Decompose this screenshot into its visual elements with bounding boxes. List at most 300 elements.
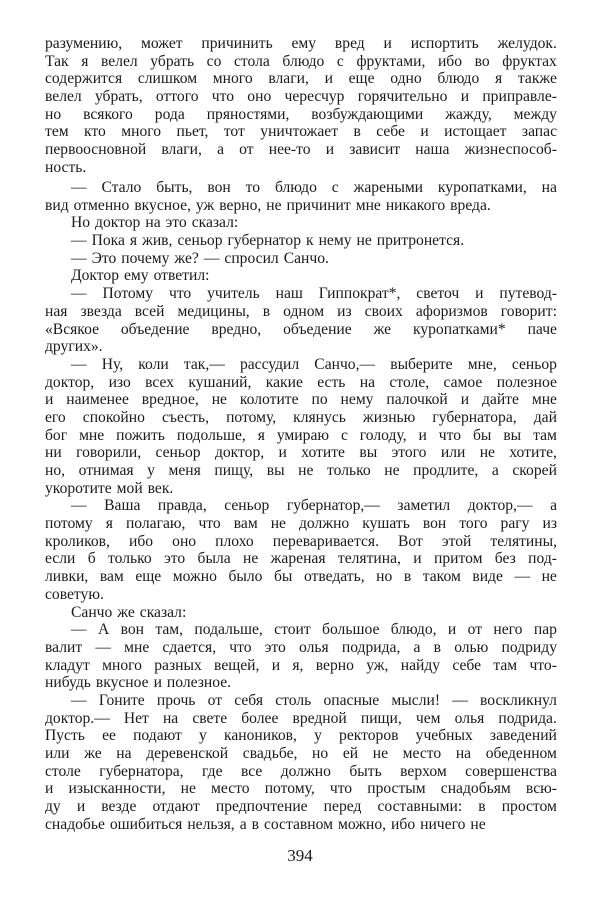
word: Вот bbox=[398, 532, 423, 550]
word: палочкой bbox=[386, 391, 448, 409]
text-line bbox=[45, 497, 557, 515]
word: сеньор bbox=[224, 497, 270, 515]
word: — bbox=[71, 249, 87, 267]
word: подольше, bbox=[176, 426, 246, 444]
word: кроликов, bbox=[45, 532, 110, 550]
word: только bbox=[108, 550, 152, 568]
word: и bbox=[325, 141, 335, 159]
word: это bbox=[164, 550, 186, 568]
word: «Всякое bbox=[45, 320, 99, 338]
word: полагаю, bbox=[125, 515, 186, 533]
word: в bbox=[433, 638, 442, 656]
word: это bbox=[165, 214, 187, 232]
word: ибо bbox=[391, 815, 416, 833]
word: большое bbox=[322, 621, 380, 639]
text-line bbox=[45, 692, 557, 710]
word: Нет bbox=[123, 709, 149, 727]
text-line bbox=[45, 409, 557, 427]
paragraph bbox=[45, 285, 557, 356]
word: — bbox=[71, 621, 87, 639]
text-line bbox=[45, 53, 557, 71]
word: рассудил bbox=[239, 355, 300, 373]
word: афоризмов bbox=[415, 302, 488, 320]
word: губернатор,— bbox=[286, 497, 380, 515]
word: деревенской bbox=[146, 745, 229, 762]
word: я, bbox=[292, 656, 304, 674]
word: — bbox=[71, 691, 87, 709]
word: я bbox=[105, 515, 113, 533]
word: Гиппократ*, bbox=[318, 285, 401, 303]
word: или bbox=[440, 444, 466, 462]
word: же bbox=[373, 320, 392, 338]
word: и bbox=[76, 798, 86, 816]
word: причинить bbox=[201, 35, 273, 52]
word: что bbox=[168, 285, 192, 303]
word: Пусть bbox=[45, 727, 85, 745]
word: Санчо bbox=[71, 603, 113, 621]
word: верно bbox=[315, 656, 354, 674]
word: и bbox=[460, 391, 470, 409]
word: того bbox=[459, 515, 488, 533]
word: столь bbox=[275, 691, 312, 709]
paragraph bbox=[45, 232, 557, 250]
word: пряностями, bbox=[206, 105, 290, 123]
word: убрать bbox=[150, 52, 195, 70]
word: стоит bbox=[274, 621, 311, 639]
word: клянусь bbox=[293, 408, 346, 426]
word: и bbox=[475, 285, 484, 303]
word: изо bbox=[108, 373, 131, 391]
word: первоосновной bbox=[45, 141, 147, 159]
word: и bbox=[153, 674, 162, 692]
word: и bbox=[45, 780, 54, 798]
word: что bbox=[198, 515, 221, 533]
word: самое bbox=[443, 373, 483, 391]
word: — bbox=[71, 285, 87, 303]
word: — bbox=[514, 568, 531, 586]
word: ни bbox=[45, 444, 62, 462]
word: еще bbox=[135, 568, 162, 586]
word: можно, bbox=[337, 815, 387, 833]
word: там bbox=[493, 656, 518, 674]
word: век. bbox=[147, 479, 174, 497]
word: пьет, bbox=[176, 123, 209, 141]
text-line bbox=[45, 727, 557, 745]
word: была bbox=[197, 550, 231, 568]
word: валит bbox=[45, 638, 83, 656]
book-page-text bbox=[45, 35, 557, 833]
word: отменно bbox=[73, 196, 130, 214]
word: съесть, bbox=[161, 408, 210, 426]
word: может bbox=[140, 35, 183, 52]
word: и bbox=[278, 444, 287, 462]
word: вреда. bbox=[450, 196, 491, 214]
word: сказал: bbox=[191, 214, 239, 232]
word: составными: bbox=[377, 798, 463, 816]
word: из bbox=[542, 515, 557, 533]
word: виде bbox=[472, 568, 503, 586]
word: доктор.— bbox=[45, 709, 110, 727]
word: много bbox=[212, 70, 253, 88]
word: еще bbox=[348, 70, 375, 88]
word: Санчо. bbox=[283, 249, 329, 267]
word: а bbox=[491, 462, 499, 479]
word: жареная bbox=[270, 550, 326, 568]
word: много bbox=[102, 656, 142, 674]
text-line bbox=[45, 197, 557, 215]
word: составном bbox=[263, 815, 333, 833]
word: ибо bbox=[437, 52, 463, 70]
paragraph bbox=[45, 621, 557, 692]
word: наименее bbox=[66, 391, 129, 409]
word: пищи, bbox=[360, 709, 402, 727]
word: ее bbox=[102, 727, 116, 745]
word: снадобьям bbox=[440, 780, 511, 798]
word: вкусное bbox=[95, 674, 149, 692]
word: путевод- bbox=[499, 285, 557, 303]
word: ошибиться bbox=[109, 815, 183, 833]
word: зависит bbox=[349, 141, 401, 159]
word: — bbox=[203, 249, 220, 267]
word: Доктор bbox=[71, 267, 120, 285]
word: простым bbox=[367, 780, 426, 798]
word: вы bbox=[503, 426, 522, 444]
word: мне, bbox=[467, 355, 497, 373]
word: сказал: bbox=[139, 603, 187, 621]
text-line bbox=[45, 232, 557, 250]
word: все bbox=[240, 762, 263, 780]
word: содержится bbox=[45, 70, 123, 88]
word: обеденном bbox=[485, 745, 557, 762]
word: в bbox=[262, 302, 271, 320]
word: — bbox=[95, 638, 111, 656]
word: опасные bbox=[323, 691, 380, 709]
text-line bbox=[45, 657, 557, 675]
word: место bbox=[211, 780, 250, 798]
word: пищу, bbox=[214, 462, 254, 479]
word: и bbox=[447, 621, 457, 639]
word: Но bbox=[71, 214, 91, 232]
word: нему bbox=[340, 391, 374, 409]
word: на bbox=[455, 745, 472, 762]
word: ливки, bbox=[45, 568, 89, 586]
word: Потому bbox=[102, 285, 154, 303]
word: кушаний, bbox=[188, 373, 252, 391]
word: не bbox=[356, 232, 372, 250]
word: не bbox=[541, 568, 557, 586]
word: всей bbox=[134, 302, 165, 320]
word: губернатора, bbox=[432, 408, 517, 426]
word: чересчур bbox=[284, 88, 345, 106]
word: мысли! bbox=[391, 691, 441, 709]
word: у bbox=[314, 727, 322, 745]
word: вещей, bbox=[214, 656, 260, 674]
word: никакого bbox=[385, 196, 446, 214]
word: я bbox=[495, 70, 503, 88]
word: ибо bbox=[129, 532, 154, 550]
word: изысканности, bbox=[68, 780, 166, 798]
word: место bbox=[402, 745, 442, 762]
word: блюдо, bbox=[390, 621, 437, 639]
word: паче bbox=[527, 320, 557, 338]
word: кушать bbox=[362, 515, 410, 533]
word: вы bbox=[359, 444, 378, 462]
word: мне bbox=[79, 426, 105, 444]
word: по bbox=[311, 391, 328, 409]
text-line bbox=[45, 550, 557, 568]
word: и bbox=[413, 550, 422, 568]
word: оно bbox=[172, 532, 197, 550]
word: ничего bbox=[420, 815, 466, 833]
word: вон bbox=[207, 179, 231, 196]
word: без bbox=[494, 550, 516, 568]
word: всякого bbox=[83, 105, 133, 123]
word: ответил: bbox=[153, 267, 210, 285]
word: между bbox=[513, 105, 557, 123]
word: олья bbox=[299, 638, 329, 656]
word: губернатор bbox=[227, 232, 302, 250]
word: запас bbox=[521, 123, 557, 141]
word: испортить bbox=[410, 35, 479, 52]
word: советую. bbox=[45, 585, 104, 603]
word: блюдо bbox=[274, 179, 317, 196]
word: и bbox=[460, 88, 470, 106]
word: стола bbox=[233, 52, 270, 70]
word: доктор bbox=[95, 214, 141, 232]
word: ему bbox=[291, 35, 317, 52]
text-line bbox=[45, 586, 557, 604]
word: воскликнул bbox=[480, 691, 557, 709]
text-line bbox=[45, 123, 557, 141]
word: пар bbox=[533, 621, 557, 639]
word: каноников, bbox=[223, 727, 297, 745]
word: и bbox=[324, 70, 333, 88]
word: спокойно bbox=[82, 408, 145, 426]
text-line bbox=[45, 763, 557, 781]
word: — bbox=[71, 179, 87, 196]
word: куропатками, bbox=[437, 179, 527, 196]
word: верно, bbox=[219, 196, 262, 214]
word: я bbox=[129, 232, 138, 250]
word: со bbox=[206, 52, 222, 70]
word: же? bbox=[174, 249, 199, 267]
word: уничтожает bbox=[260, 123, 339, 141]
word: столе bbox=[45, 762, 81, 780]
text-line bbox=[45, 745, 557, 763]
word: же bbox=[84, 745, 102, 762]
text-line bbox=[45, 106, 557, 124]
word: меня bbox=[168, 462, 201, 479]
word: подриду bbox=[501, 638, 557, 656]
word: то bbox=[245, 179, 261, 196]
word: от bbox=[207, 691, 223, 709]
word: блюдо bbox=[282, 52, 325, 70]
word: на bbox=[116, 745, 132, 762]
word: быть bbox=[349, 762, 382, 780]
word: себе bbox=[452, 656, 482, 674]
text-line bbox=[45, 462, 557, 480]
word: везде bbox=[101, 798, 137, 816]
text-line bbox=[45, 604, 557, 622]
word: есть bbox=[317, 373, 346, 391]
word: тот bbox=[223, 123, 245, 141]
word: Стало bbox=[101, 179, 142, 196]
word: скорей bbox=[512, 462, 557, 479]
word: — bbox=[71, 497, 87, 515]
word: потому, bbox=[264, 780, 315, 798]
word: велел bbox=[45, 88, 82, 106]
word: наша bbox=[415, 141, 450, 159]
word: учитель bbox=[207, 285, 260, 303]
word: Пока bbox=[91, 232, 125, 250]
word: с bbox=[331, 179, 339, 196]
paragraph bbox=[45, 250, 557, 268]
word: слишком bbox=[137, 70, 198, 88]
text-line bbox=[45, 798, 557, 816]
word: если bbox=[45, 550, 76, 568]
word: разумению, bbox=[45, 35, 123, 52]
word: во bbox=[474, 52, 490, 70]
word: доктор, bbox=[45, 373, 95, 391]
text-line bbox=[45, 35, 557, 53]
word: ность. bbox=[45, 158, 87, 176]
word: блюдо bbox=[437, 70, 480, 88]
word: горячительно bbox=[357, 88, 448, 106]
word: сеньор bbox=[511, 355, 557, 373]
word: или bbox=[45, 745, 70, 762]
word: ду bbox=[45, 798, 61, 816]
word: укоротите bbox=[45, 479, 112, 497]
word: сеньор bbox=[177, 232, 223, 250]
word: что- bbox=[529, 656, 557, 674]
word: и bbox=[45, 391, 54, 409]
word: ректоров bbox=[339, 727, 399, 745]
word: дай bbox=[533, 408, 557, 426]
word: полезное bbox=[496, 373, 557, 391]
word: учебных bbox=[415, 727, 473, 745]
word: Санчо,— bbox=[314, 355, 376, 373]
text-line bbox=[45, 338, 557, 356]
word: плохо bbox=[215, 532, 254, 550]
word: не bbox=[384, 462, 400, 479]
word: вы bbox=[266, 462, 285, 479]
word: вам bbox=[233, 515, 258, 533]
word: этой bbox=[441, 532, 472, 550]
word: быть, bbox=[156, 179, 193, 196]
word: приправле- bbox=[482, 88, 557, 106]
word: кто bbox=[84, 123, 106, 141]
word: сдается, bbox=[162, 638, 217, 656]
word: выберите bbox=[390, 355, 453, 373]
word: жив, bbox=[142, 232, 173, 250]
word: столе, bbox=[389, 373, 430, 391]
text-line bbox=[45, 674, 557, 692]
word: нибудь bbox=[45, 674, 91, 692]
word: у bbox=[199, 727, 207, 745]
word: с bbox=[340, 426, 348, 444]
word: рода bbox=[154, 105, 185, 123]
word: к bbox=[306, 232, 314, 250]
word: жизнеспособ- bbox=[464, 141, 557, 159]
word: но bbox=[376, 568, 393, 586]
word: велел bbox=[101, 52, 138, 70]
word: же bbox=[117, 603, 135, 621]
word: не bbox=[266, 196, 282, 214]
text-line bbox=[45, 159, 557, 177]
word: мне bbox=[355, 196, 381, 214]
word: нему bbox=[318, 232, 352, 250]
word: с bbox=[336, 52, 344, 70]
word: и bbox=[420, 123, 429, 141]
word: оттого bbox=[155, 88, 199, 106]
text-line bbox=[45, 141, 557, 159]
word: потому, bbox=[226, 408, 277, 426]
word: в bbox=[478, 798, 486, 816]
word: почему bbox=[121, 249, 170, 267]
word: а bbox=[239, 815, 247, 833]
word: и bbox=[271, 656, 281, 674]
word: тем bbox=[45, 123, 69, 141]
word: одном bbox=[283, 302, 325, 320]
word: а bbox=[413, 638, 421, 656]
word: должно bbox=[299, 515, 350, 533]
text-line bbox=[45, 267, 557, 285]
word: вредной bbox=[292, 709, 347, 727]
word: Гоните bbox=[98, 691, 145, 709]
word: себя bbox=[234, 691, 264, 709]
word: вон bbox=[120, 621, 144, 639]
text-line bbox=[45, 533, 557, 551]
word: жажду, bbox=[445, 105, 492, 123]
word: там bbox=[533, 426, 557, 444]
word: ему bbox=[124, 267, 149, 285]
word: Так bbox=[45, 52, 69, 70]
word: но, bbox=[45, 462, 66, 479]
word: спросил bbox=[224, 249, 279, 267]
word: таком bbox=[422, 568, 461, 586]
word: ная bbox=[45, 302, 68, 320]
word: Ваша bbox=[104, 497, 141, 515]
text-line bbox=[45, 391, 557, 409]
word: какие bbox=[265, 373, 303, 391]
word: нельзя, bbox=[187, 815, 235, 833]
text-line bbox=[45, 480, 557, 498]
paragraph bbox=[45, 179, 557, 214]
word: него bbox=[493, 621, 523, 639]
paragraph bbox=[45, 356, 557, 498]
word: перед bbox=[323, 798, 362, 816]
word: вкусное, bbox=[134, 196, 191, 214]
text-line bbox=[45, 303, 557, 321]
word: этого bbox=[391, 444, 427, 462]
word: оно bbox=[247, 88, 272, 106]
word: фруктами, bbox=[356, 52, 426, 70]
word: фруктах bbox=[502, 52, 557, 70]
word: не bbox=[470, 815, 486, 833]
word: отнимая bbox=[78, 462, 134, 479]
word: объедение bbox=[283, 320, 352, 338]
word: не bbox=[180, 780, 196, 798]
word: хотите, bbox=[509, 444, 557, 462]
word: свете bbox=[192, 709, 228, 727]
word: вред bbox=[334, 35, 365, 52]
word: жареными bbox=[353, 179, 424, 196]
word: желудок. bbox=[497, 35, 557, 52]
word: подрида, bbox=[341, 638, 401, 656]
word: предпочтение bbox=[215, 798, 308, 816]
text-line bbox=[45, 639, 557, 657]
word: одно bbox=[390, 70, 422, 88]
